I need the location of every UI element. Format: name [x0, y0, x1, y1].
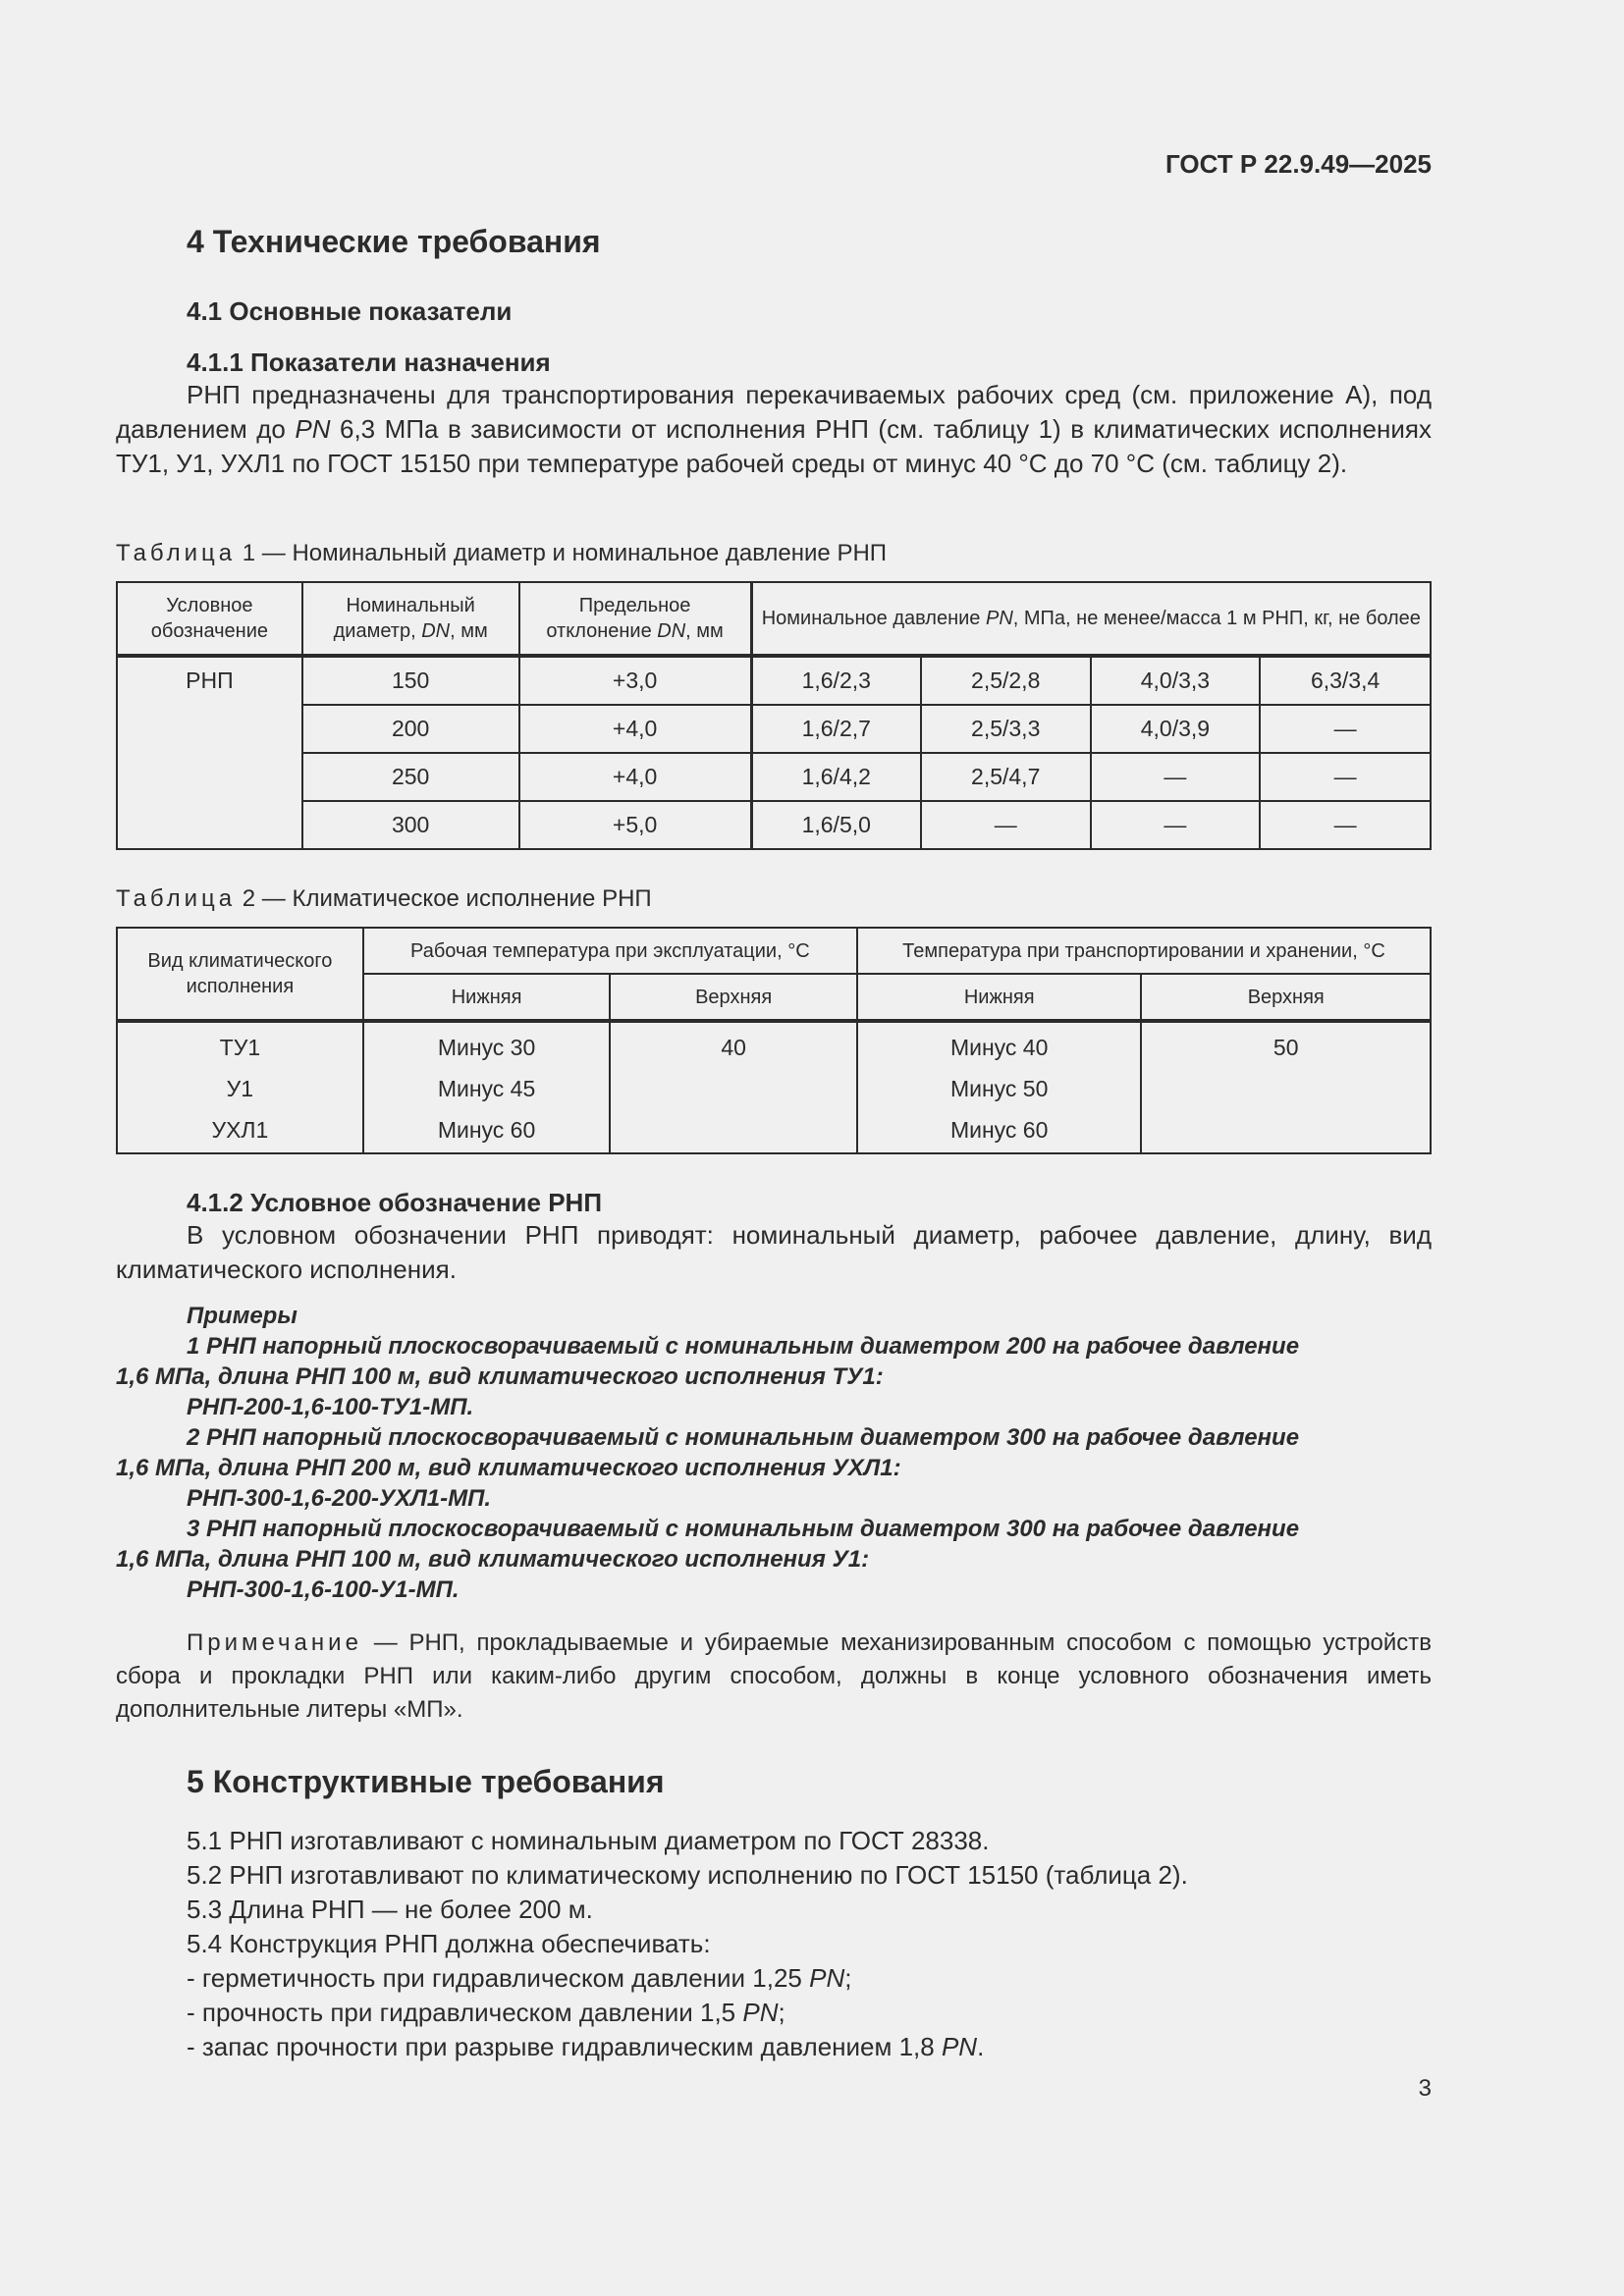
table-cell: 200: [302, 705, 519, 753]
example-2-line-1: 2 РНП напорный плоскосворачиваемый с номинальным диаметром 300 на рабочее давление: [187, 1424, 1300, 1451]
list-item: 5.1 РНП изготавливают с номинальным диаметром по ГОСТ 28338.: [187, 1826, 990, 1855]
table-2-caption: Таблица 2 — Климатическое исполнение РНП: [116, 885, 652, 912]
table-cell: 300: [302, 801, 519, 849]
table-1-designation: РНП: [117, 656, 302, 849]
table-row: [117, 656, 1431, 705]
examples-block: [116, 1301, 1432, 1605]
list-item: - запас прочности при разрыве гидравлическим давлением 1,8 PN.: [187, 2032, 985, 2061]
table-2-header-work: Рабочая температура при эксплуатации, °С: [363, 928, 857, 974]
section-4-title: 4 Технические требования: [187, 224, 601, 259]
table-2-header-kind: Вид климатического исполнения: [117, 928, 363, 1021]
document-code: ГОСТ Р 22.9.49—2025: [1164, 149, 1432, 179]
table-cell: 2,5/3,3: [921, 705, 1091, 753]
example-3-line-2: 1,6 МПа, длина РНП 100 м, вид климатического исполнения У1:: [116, 1546, 870, 1573]
table-2: [116, 927, 1432, 1154]
table-1-header-designation: Условное обозначение: [117, 582, 302, 656]
section-4-1-title: 4.1 Основные показатели: [187, 296, 513, 326]
section-4-1-1-title: 4.1.1 Показатели назначения: [187, 347, 551, 377]
table-2-header-row: [117, 928, 1431, 974]
table-cell: 150: [302, 656, 519, 705]
table-cell: 6,3/3,4: [1260, 656, 1431, 705]
table-cell: +4,0: [519, 705, 752, 753]
table-cell: —: [1260, 801, 1431, 849]
table-cell: 2,5/2,8: [921, 656, 1091, 705]
table-cell: 4,0/3,9: [1091, 705, 1261, 753]
table-cell: —: [1260, 705, 1431, 753]
list-item: - герметичность при гидравлическом давлении 1,25 PN;: [187, 1963, 852, 1993]
table-cell: —: [921, 801, 1091, 849]
table-cell: 2,5/4,7: [921, 753, 1091, 801]
table-2-work-lower: Минус 30 Минус 45 Минус 60: [363, 1021, 611, 1153]
table-1-header-deviation: Предельное отклонение DN, мм: [519, 582, 752, 656]
table-row: [117, 705, 1431, 753]
table-row: [117, 1021, 1431, 1153]
list-item: 5.4 Конструкция РНП должна обеспечивать:: [187, 1929, 711, 1958]
table-cell: +3,0: [519, 656, 752, 705]
table-1-caption: Таблица 1 — Номинальный диаметр и номинальное давление РНП: [116, 540, 888, 566]
table-cell: 1,6/2,3: [751, 656, 921, 705]
table-cell: +5,0: [519, 801, 752, 849]
example-3-line-1: 3 РНП напорный плоскосворачиваемый с номинальным диаметром 300 на рабочее давление: [187, 1516, 1300, 1542]
table-2-header-transport: Температура при транспортировании и хранении, °С: [857, 928, 1431, 974]
table-1-header-row: [117, 582, 1431, 656]
table-2-kinds: ТУ1 У1 УХЛ1: [117, 1021, 363, 1153]
section-4-1-2-title: 4.1.2 Условное обозначение РНП: [187, 1188, 603, 1217]
table-cell: 4,0/3,3: [1091, 656, 1261, 705]
document-page: [116, 0, 1432, 2296]
table-cell: —: [1091, 801, 1261, 849]
table-1: [116, 581, 1432, 850]
list-item: 5.3 Длина РНП — не более 200 м.: [187, 1895, 593, 1924]
table-2-work-upper: 40: [610, 1021, 857, 1153]
example-1-line-2: 1,6 МПа, длина РНП 100 м, вид климатического исполнения ТУ1:: [116, 1363, 884, 1390]
table-cell: 1,6/5,0: [751, 801, 921, 849]
example-2-code: РНП-300-1,6-200-УХЛ1-МП.: [187, 1485, 492, 1512]
table-cell: +4,0: [519, 753, 752, 801]
note: Примечание — РНП, прокладываемые и убираемые механизированным способом с помощью устройств сбора и прокладки РНП или каким-либо другим способом, должны в конце условного обозначения иметь дополнительные литеры «МП».: [116, 1629, 1432, 1723]
page-number: 3: [1418, 2075, 1432, 2102]
section-4-1-1-text: РНП предназначены для транспортирования перекачиваемых рабочих сред (см. приложение А), под давлением до PN 6,3 МПа в зависимости от исполнения РНП (см. таблицу 1) в климатических исполнениях ТУ1, У1, УХЛ1 по ГОСТ 15150 при температуре рабочей среды от минус 40 °С до 70 °С (см. таблицу 2).: [116, 380, 1432, 478]
table-cell: —: [1260, 753, 1431, 801]
table-cell: 1,6/4,2: [751, 753, 921, 801]
section-5-list: [187, 1824, 1188, 2064]
examples-title: Примеры: [187, 1303, 298, 1329]
table-1-header-pressure: Номинальное давление PN, МПа, не менее/масса 1 м РНП, кг, не более: [751, 582, 1431, 656]
table-row: [117, 801, 1431, 849]
list-item: - прочность при гидравлическом давлении 1,5 PN;: [187, 1998, 785, 2027]
table-2-trans-lower: Минус 40 Минус 50 Минус 60: [857, 1021, 1142, 1153]
section-5-title: 5 Конструктивные требования: [187, 1764, 665, 1799]
table-2-header-trans-lower: Нижняя: [857, 974, 1142, 1021]
list-item: 5.2 РНП изготавливают по климатическому исполнению по ГОСТ 15150 (таблица 2).: [187, 1860, 1188, 1890]
table-cell: —: [1091, 753, 1261, 801]
table-2-header-work-lower: Нижняя: [363, 974, 611, 1021]
section-4-1-2-text: В условном обозначении РНП приводят: номинальный диаметр, рабочее давление, длину, вид климатического исполнения.: [116, 1220, 1432, 1284]
pn-symbol: PN: [295, 414, 331, 444]
example-2-line-2: 1,6 МПа, длина РНП 200 м, вид климатического исполнения УХЛ1:: [116, 1455, 901, 1481]
example-1-line-1: 1 РНП напорный плоскосворачиваемый с номинальным диаметром 200 на рабочее давление: [187, 1333, 1300, 1360]
example-1-code: РНП-200-1,6-100-ТУ1-МП.: [187, 1394, 474, 1420]
table-1-header-diameter: Номинальный диаметр, DN, мм: [302, 582, 519, 656]
example-3-code: РНП-300-1,6-100-У1-МП.: [187, 1576, 460, 1603]
table-cell: 1,6/2,7: [751, 705, 921, 753]
table-2-trans-upper: 50: [1141, 1021, 1431, 1153]
table-2-header-trans-upper: Верхняя: [1141, 974, 1431, 1021]
table-2-header-work-upper: Верхняя: [610, 974, 857, 1021]
table-cell: 250: [302, 753, 519, 801]
table-row: [117, 753, 1431, 801]
